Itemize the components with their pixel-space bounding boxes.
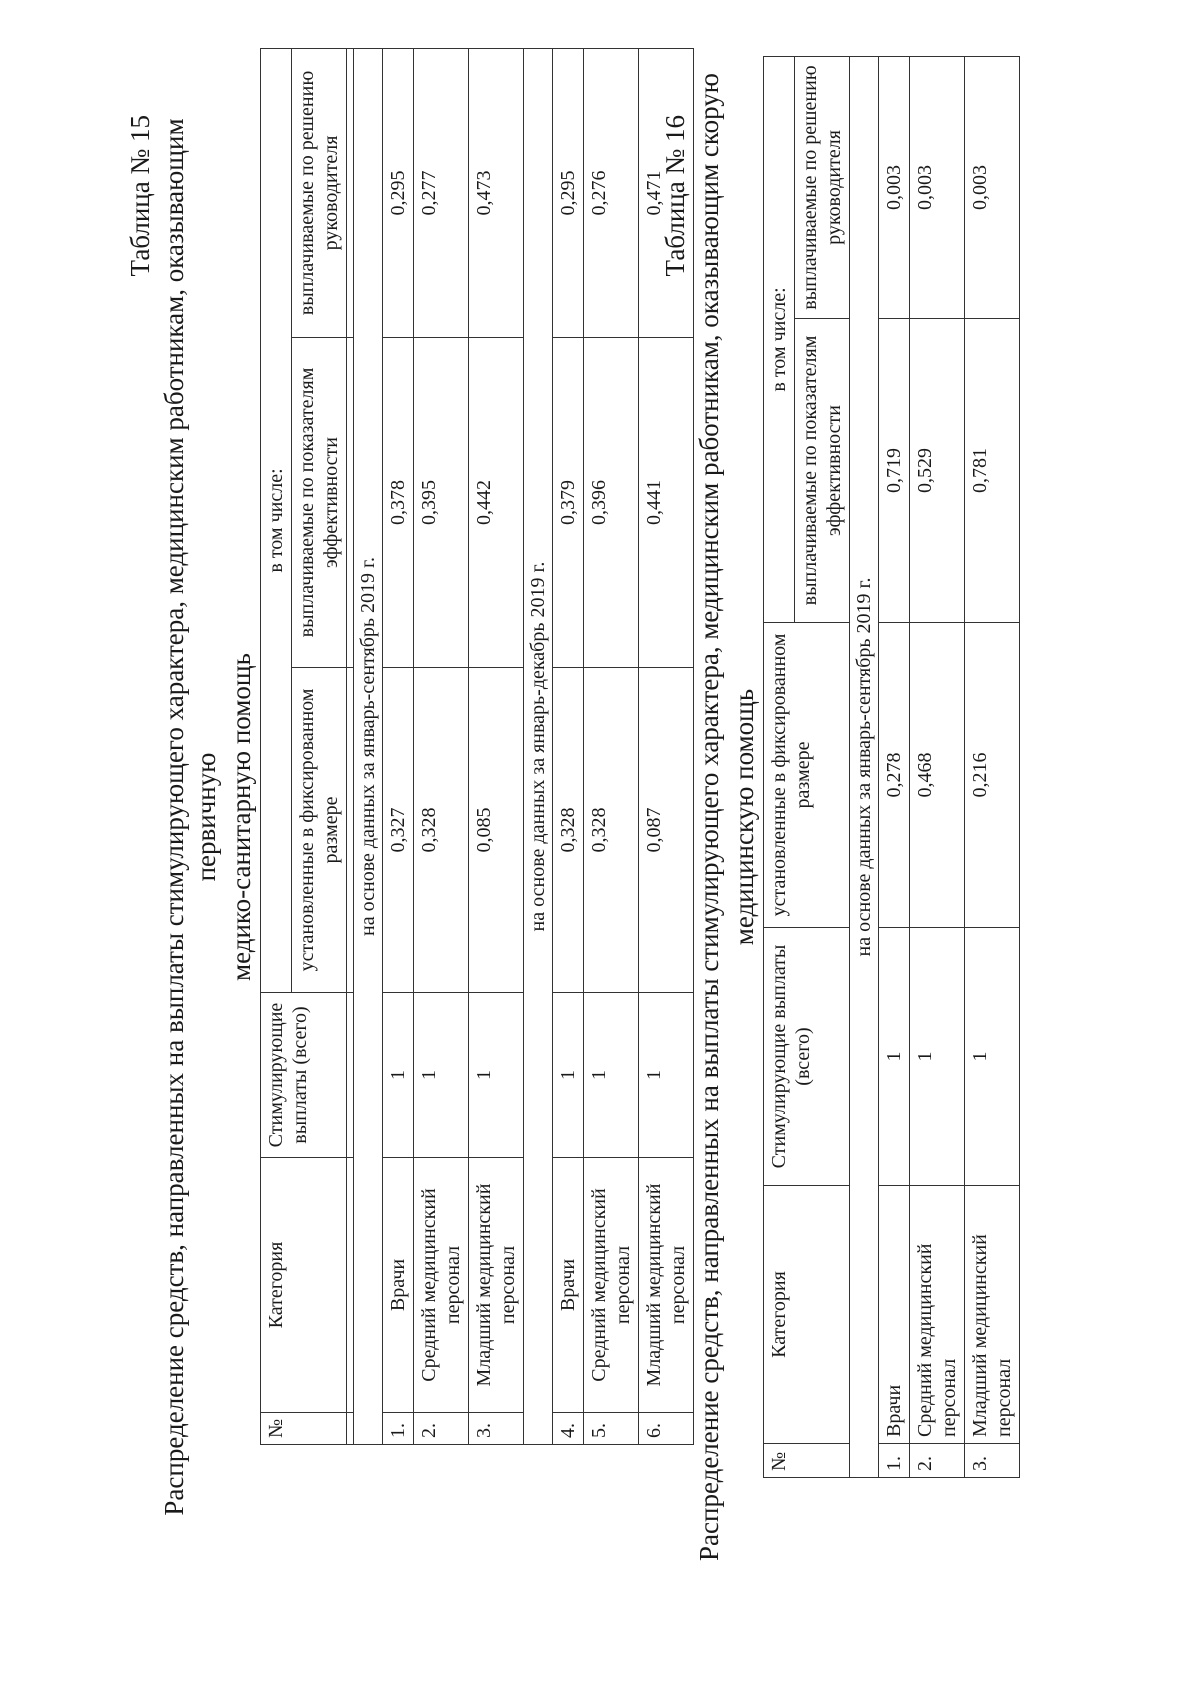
row-manager: 0,003 xyxy=(879,57,910,319)
table-row xyxy=(879,57,910,1478)
table-15-section1: на основе данных за январь-сентябрь 2019 г. xyxy=(354,48,383,1444)
row-manager: 0,295 xyxy=(383,48,414,337)
row-total: 1 xyxy=(553,993,584,1158)
row-efficiency: 0,441 xyxy=(639,338,694,668)
row-efficiency: 0,395 xyxy=(414,338,469,668)
row-efficiency: 0,378 xyxy=(383,338,414,668)
table-row xyxy=(553,48,584,1444)
row-fixed: 0,085 xyxy=(469,668,524,993)
row-no: 4. xyxy=(553,1413,584,1445)
table-15-header-efficiency: выплачиваемые по показателям эффективности xyxy=(292,338,347,668)
row-category: Средний медицинский персонал xyxy=(584,1158,639,1413)
table-15 xyxy=(260,48,694,1445)
table-row xyxy=(910,57,965,1478)
row-efficiency: 0,379 xyxy=(553,338,584,668)
table-15-number: Таблица № 15 xyxy=(125,115,155,277)
row-total: 1 xyxy=(584,993,639,1158)
row-no: 3. xyxy=(469,1413,524,1445)
row-fixed: 0,328 xyxy=(414,668,469,993)
row-total: 1 xyxy=(469,993,524,1158)
table-row xyxy=(584,48,639,1444)
row-efficiency: 0,781 xyxy=(965,319,1020,623)
row-category: Врачи xyxy=(879,1186,910,1444)
table-row xyxy=(469,48,524,1444)
row-category: Врачи xyxy=(553,1158,584,1413)
table-row xyxy=(965,57,1020,1478)
table-16-section1: на основе данных за январь-сентябрь 2019 г. xyxy=(850,57,879,1478)
table-16-caption-line2: медицинскую помощь xyxy=(729,688,759,946)
row-no: 2. xyxy=(414,1413,469,1445)
table-16-block xyxy=(660,57,1020,1577)
table-16-number: Таблица № 16 xyxy=(660,115,690,277)
table-15-section-row xyxy=(354,48,383,1444)
row-category: Средний медицинский персонал xyxy=(910,1186,965,1444)
table-15-caption-line2: медико-санитарную помощь xyxy=(226,653,256,981)
row-fixed: 0,328 xyxy=(553,668,584,993)
row-category: Младший медицинский персонал xyxy=(469,1158,524,1413)
table-15-section2: на основе данных за январь-декабрь 2019 г. xyxy=(524,48,553,1444)
table-15-header-manager: выплачиваемые по решению руководителя xyxy=(292,48,347,337)
row-manager: 0,471 xyxy=(639,48,694,337)
row-no: 1. xyxy=(383,1413,414,1445)
table-16-caption-line1: Распределение средств, направленных на выплаты стимулирующего характера, медицинским работникам, оказывающим скорую xyxy=(694,73,724,1561)
table-15-caption-line1: Распределение средств, направленных на выплаты стимулирующего характера, медицинским работникам, оказывающим первичную xyxy=(159,118,221,1516)
table-row xyxy=(383,48,414,1444)
table-15-header-fixed: установленные в фиксированном размере xyxy=(292,668,347,993)
row-category: Средний медицинский персонал xyxy=(414,1158,469,1413)
row-manager: 0,003 xyxy=(910,57,965,319)
table-16-header-total: Стимулирующие выплаты (всего) xyxy=(764,928,850,1186)
table-15-header-row-1 xyxy=(261,48,292,1444)
row-manager: 0,003 xyxy=(965,57,1020,319)
table-16-header-fixed: установленные в фиксированном размере xyxy=(764,623,850,928)
row-efficiency: 0,529 xyxy=(910,319,965,623)
row-no: 3. xyxy=(965,1444,1020,1478)
row-manager: 0,277 xyxy=(414,48,469,337)
table-15-header-no: № xyxy=(261,1413,347,1445)
row-fixed: 0,468 xyxy=(910,623,965,928)
table-15-header-total: Стимулирующие выплаты (всего) xyxy=(261,993,347,1158)
row-efficiency: 0,719 xyxy=(879,319,910,623)
row-manager: 0,295 xyxy=(553,48,584,337)
row-total: 1 xyxy=(965,928,1020,1186)
table-16-section-row xyxy=(850,57,879,1478)
row-efficiency: 0,442 xyxy=(469,338,524,668)
row-category: Врачи xyxy=(383,1158,414,1413)
row-no: 1. xyxy=(879,1444,910,1478)
row-no: 5. xyxy=(584,1413,639,1445)
table-15-section-row xyxy=(524,48,553,1444)
row-fixed: 0,327 xyxy=(383,668,414,993)
row-fixed: 0,278 xyxy=(879,623,910,928)
table-row xyxy=(414,48,469,1444)
row-category: Младший медицинский персонал xyxy=(639,1158,694,1413)
table-16-header-manager: выплачиваемые по решению руководителя xyxy=(795,57,850,319)
table-15-spacer-row xyxy=(347,48,354,1444)
row-fixed: 0,216 xyxy=(965,623,1020,928)
table-16-header-including: в том числе: xyxy=(764,57,795,623)
table-16-header-no: № xyxy=(764,1444,850,1478)
row-total: 1 xyxy=(383,993,414,1158)
table-16-header-row-1 xyxy=(764,57,795,1478)
table-16-header-category: Категория xyxy=(764,1186,850,1444)
row-total: 1 xyxy=(639,993,694,1158)
row-no: 2. xyxy=(910,1444,965,1478)
table-16 xyxy=(763,56,1020,1478)
table-15-block xyxy=(125,57,694,1577)
table-15-header-category: Категория xyxy=(261,1158,347,1413)
row-fixed: 0,087 xyxy=(639,668,694,993)
row-manager: 0,276 xyxy=(584,48,639,337)
row-total: 1 xyxy=(414,993,469,1158)
row-efficiency: 0,396 xyxy=(584,338,639,668)
row-fixed: 0,328 xyxy=(584,668,639,993)
row-total: 1 xyxy=(879,928,910,1186)
row-manager: 0,473 xyxy=(469,48,524,337)
table-15-header-including: в том числе: xyxy=(261,48,292,992)
row-no: 6. xyxy=(639,1413,694,1445)
row-category: Младший медицинский персонал xyxy=(965,1186,1020,1444)
table-16-header-efficiency: выплачиваемые по показателям эффективности xyxy=(795,319,850,623)
row-total: 1 xyxy=(910,928,965,1186)
